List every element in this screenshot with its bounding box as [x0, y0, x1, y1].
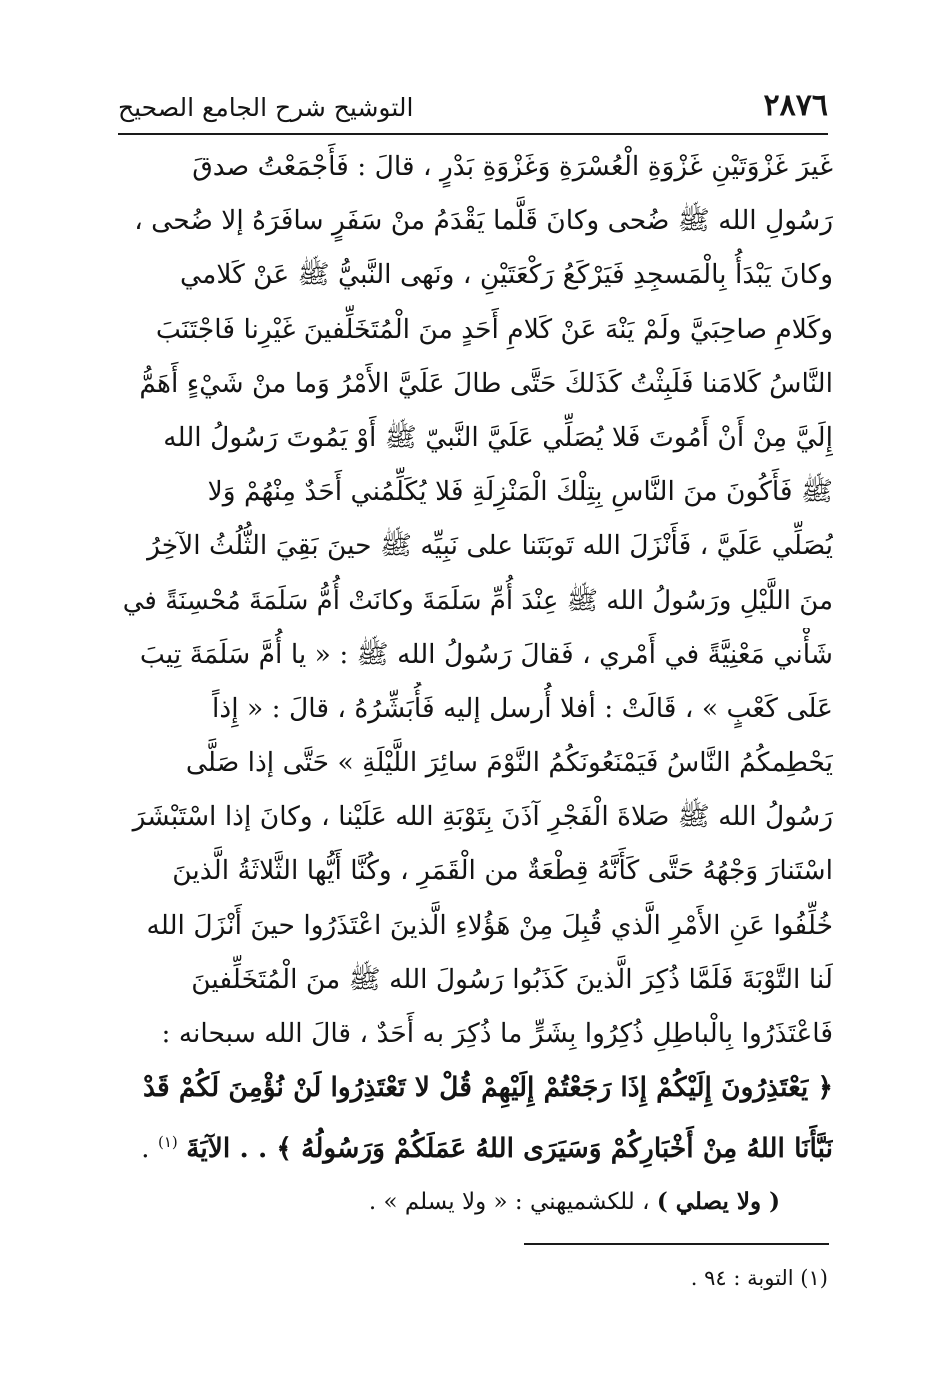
text-line: وكانَ يَبْدَأُ بِالْمَسجِدِ فَيَرْكَعُ رَكْعَتَيْنِ ، ونَهى النَّبيُّ ﷺ عَنْ كَلامي	[180, 259, 833, 291]
text-line: ﷺ فَأَكُونَ منَ النَّاسِ بِتِلْكَ الْمَنْزِلَةِ فَلا يُكَلِّمُني أَحَدٌ مِنْهُمْ وَلا	[207, 476, 833, 508]
text-line: خُلِّفُوا عَنِ الأَمْرِ الَّذي قُبِلَ مِنْ هَؤُلاءِ الَّذينَ اعْتَذَرُوا حينَ أَنْزَلَ الله	[146, 909, 833, 941]
text-line: منَ اللَّيْلِ ورَسُولُ الله ﷺ عِنْدَ أُمِّ سَلَمَةَ وكانَتْ أُمُّ سَلَمَةَ مُحْسِنَةً في	[122, 585, 833, 616]
commentary-note	[200, 1182, 780, 1222]
footnote-separator	[524, 1243, 829, 1245]
main-text	[115, 140, 833, 1170]
text-line: رَسُولِ الله ﷺ ضُحى وكانَ قَلَّما يَقْدَمُ منْ سَفَرٍ سافَرَهُ إلا ضُحى ،	[134, 205, 833, 237]
running-title: التوشيح شرح الجامع الصحيح	[118, 93, 414, 122]
text-line: لَنا التَّوْبَةَ فَلَمَّا ذُكِرَ الَّذينَ كَذَبُوا رَسُولَ الله ﷺ منَ الْمُتَخَلِّفينَ	[191, 963, 833, 995]
text-line: وكَلامِ صاحِبَيَّ ولَمْ يَنْهَ عَنْ كَلامِ أَحَدٍ منَ الْمُتَخَلِّفينَ غَيْرِنا فَاجْتَنَبَ	[155, 313, 833, 345]
note-text: ، للكشميهني : « ولا يسلم » .	[368, 1189, 657, 1215]
text-line: النَّاسُ كَلامَنا فَلَبِثْتُ كَذَلكَ حَتَّى طالَ عَلَيَّ الأَمْرُ وَما منْ شَيْءٍ أَهَمُّ	[139, 367, 833, 399]
page-number: ٢٨٧٦	[763, 88, 828, 123]
text-line: إِلَيَّ مِنْ أَنْ أَمُوتَ فَلا يُصَلِّي عَلَيَّ النَّبيّ ﷺ أَوْ يَمُوتَ رَسُولُ الله	[163, 421, 833, 453]
text-line: فَاعْتَذَرُوا بِالْباطِلِ ذُكِرُوا بِشَرٍّ ما ذُكِرَ به أَحَدٌ ، قالَ الله سبحانه :	[161, 1018, 833, 1049]
quran-verse-line-end	[115, 1115, 833, 1169]
quran-verse-text: نَبَّأَنَا اللهُ مِنْ أَخْبَارِكُمْ وَسَيَرَى اللهُ عَمَلَكُمْ وَرَسُولُهُ ﴾ . . الآيَةَ	[186, 1133, 833, 1165]
footnote-marker: (١)	[157, 1133, 178, 1152]
verse-end-punctuation: .	[141, 1133, 158, 1165]
text-line: عَلَى كَعْبٍ » ، قَالَتْ : أفلا أُرسل إليه فَأُبَشِّرُهُ ، قالَ : « إِذاً	[212, 692, 833, 724]
text-line: غَيرَ غَزْوَتَيْنِ غَزْوَةِ الْعُسْرَةِ وَغَزْوَةِ بَدْرٍ ، قالَ : فَأَجْمَعْتُ صدقَ	[192, 151, 833, 182]
note-lemma: ( ولا يصلي )	[656, 1188, 780, 1215]
text-line: يَحْطِمكُمُ النَّاسُ فَيَمْنَعُونَكُمُ النَّوْمَ سائِرَ اللَّيْلَةِ » حَتَّى إذا صَلَّى	[185, 747, 833, 779]
text-line: يُصَلِّي عَلَيَّ ، فَأَنْزَلَ الله تَوبَتَنا على نَبِيِّه ﷺ حينَ بَقِيَ الثُّلُثُ الآخِرُ	[147, 530, 833, 562]
header-rule	[118, 133, 828, 135]
text-line: اسْتَنارَ وَجْهُهُ حَتَّى كَأَنَّهُ قِطْعَةٌ من الْقَمَرِ ، وكُنَّا أَيُّها الثَّلاثَةُ الَّذينَ	[172, 855, 833, 887]
text-line: شَأْني مَعْنِيَّةً في أَمْري ، فَقالَ رَسُولُ الله ﷺ : « يا أُمَّ سَلَمَةَ تِيبَ	[139, 638, 833, 670]
page-header	[118, 86, 828, 134]
quran-verse-line: ﴿ يَعْتَذِرُونَ إِلَيْكُمْ إِذَا رَجَعْتُمْ إِلَيْهِمْ قُلْ لا تَعْتَذِرُوا لَنْ نُؤْمِنَ لَكُمْ قَدْ	[143, 1072, 833, 1104]
footnote: (١) التوبة : ٩٤ .	[690, 1266, 828, 1290]
text-line: رَسُولُ الله ﷺ صَلاةَ الْفَجْرِ آذَنَ بِتَوْبَةِ الله عَلَيْنا ، وكانَ إذا اسْتَبْشَرَ	[132, 801, 833, 833]
